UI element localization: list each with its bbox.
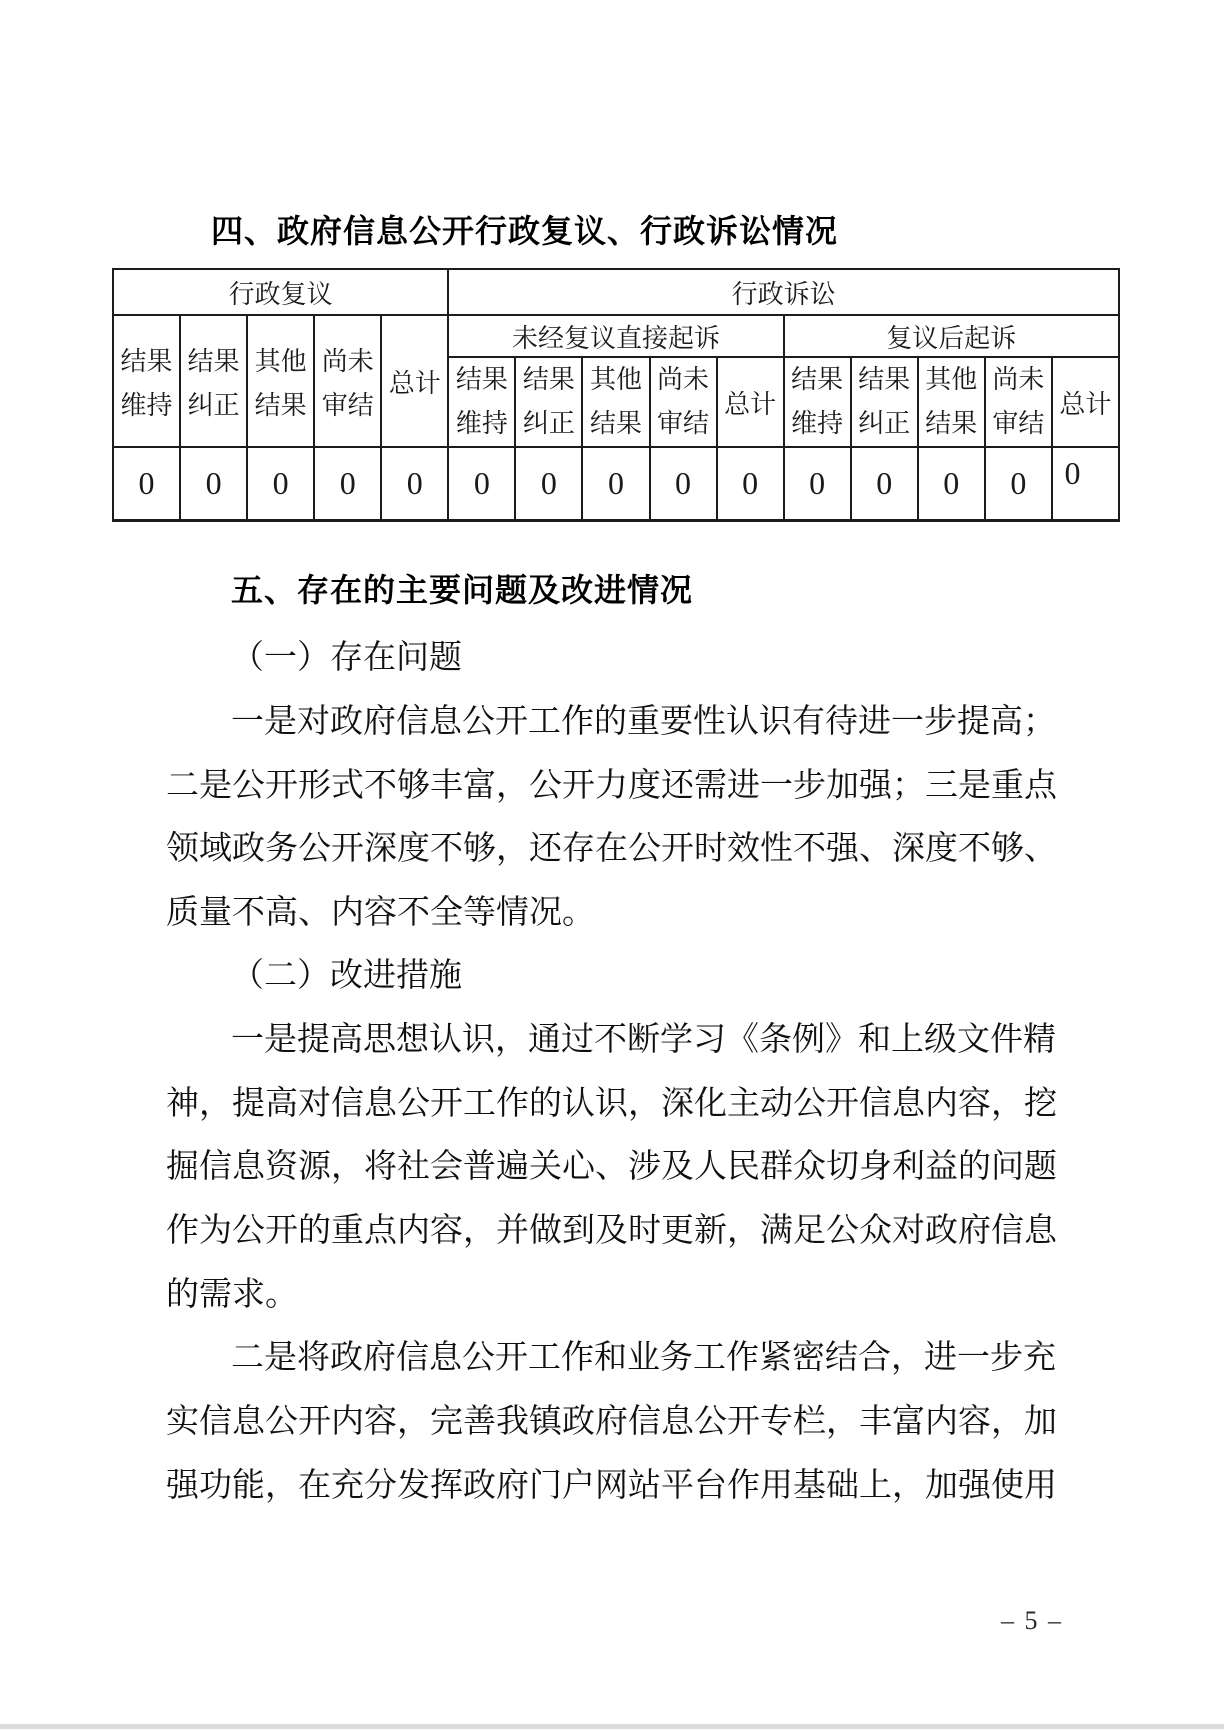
table-value-cell: 0 xyxy=(985,447,1052,521)
body-line: （二）改进措施 xyxy=(231,958,462,994)
direct-col-result-upheld: 结果 维持 xyxy=(448,357,515,447)
body-line: 领域政务公开深度不够，还存在公开时效性不强、深度不够、 xyxy=(166,831,1057,867)
table-value-cell: 0 xyxy=(1052,447,1119,521)
postreview-col-pending: 尚未 审结 xyxy=(985,357,1052,447)
section-4-heading: 四、政府信息公开行政复议、行政诉讼情况 xyxy=(211,213,839,249)
direct-col-total: 总计 xyxy=(717,357,784,447)
table-value-cell: 0 xyxy=(180,447,247,521)
table-value-cell: 0 xyxy=(113,447,180,521)
table-value-cell: 0 xyxy=(515,447,582,521)
postreview-col-total: 总计 xyxy=(1052,357,1119,447)
table-value-cell: 0 xyxy=(381,447,448,521)
table-value-cell: 0 xyxy=(582,447,649,521)
review-group-header: 行政复议 xyxy=(113,269,448,315)
direct-suit-subgroup-header: 未经复议直接起诉 xyxy=(448,315,783,357)
body-line: 实信息公开内容，完善我镇政府信息公开专栏，丰富内容，加 xyxy=(166,1404,1057,1440)
admin-review-litigation-table xyxy=(112,268,1120,522)
direct-col-pending: 尚未 审结 xyxy=(650,357,717,447)
table-value-cell: 0 xyxy=(650,447,717,521)
body-line: 一是对政府信息公开工作的重要性认识有待进一步提高； xyxy=(231,704,1056,740)
review-col-other-result: 其他 结果 xyxy=(247,315,314,447)
body-line: （一）存在问题 xyxy=(231,640,462,676)
body-line: 的需求。 xyxy=(166,1277,298,1313)
body-line: 二是将政府信息公开工作和业务工作紧密结合，进一步充 xyxy=(231,1340,1056,1376)
table-value-cell: 0 xyxy=(247,447,314,521)
table-value-cell: 0 xyxy=(717,447,784,521)
body-line: 作为公开的重点内容，并做到及时更新，满足公众对政府信息 xyxy=(166,1213,1057,1249)
review-col-result-upheld: 结果 维持 xyxy=(113,315,180,447)
table-value-cell: 0 xyxy=(448,447,515,521)
review-col-pending: 尚未 审结 xyxy=(314,315,381,447)
page-bottom-edge xyxy=(0,1724,1224,1729)
table-value-cell: 0 xyxy=(918,447,985,521)
postreview-col-result-upheld: 结果 维持 xyxy=(784,357,851,447)
review-col-total: 总计 xyxy=(381,315,448,447)
litigation-group-header: 行政诉讼 xyxy=(448,269,1119,315)
body-line: 强功能，在充分发挥政府门户网站平台作用基础上，加强使用 xyxy=(166,1468,1057,1504)
body-line: 掘信息资源，将社会普遍关心、涉及人民群众切身利益的问题 xyxy=(166,1149,1057,1185)
table-value-cell: 0 xyxy=(851,447,918,521)
page-number: – 5 – xyxy=(1001,1606,1063,1635)
postreview-col-other-result: 其他 结果 xyxy=(918,357,985,447)
body-line: 质量不高、内容不全等情况。 xyxy=(166,895,595,931)
direct-col-other-result: 其他 结果 xyxy=(582,357,649,447)
post-review-suit-subgroup-header: 复议后起诉 xyxy=(784,315,1119,357)
body-line: 二是公开形式不够丰富，公开力度还需进一步加强；三是重点 xyxy=(166,768,1057,804)
body-line: 神，提高对信息公开工作的认识，深化主动公开信息内容，挖 xyxy=(166,1086,1057,1122)
section-5-heading: 五、存在的主要问题及改进情况 xyxy=(231,572,694,608)
table-value-cell: 0 xyxy=(784,447,851,521)
table-value-cell: 0 xyxy=(314,447,381,521)
body-line: 一是提高思想认识，通过不断学习《条例》和上级文件精 xyxy=(231,1022,1056,1058)
review-col-result-corrected: 结果 纠正 xyxy=(180,315,247,447)
direct-col-result-corrected: 结果 纠正 xyxy=(515,357,582,447)
postreview-col-result-corrected: 结果 纠正 xyxy=(851,357,918,447)
